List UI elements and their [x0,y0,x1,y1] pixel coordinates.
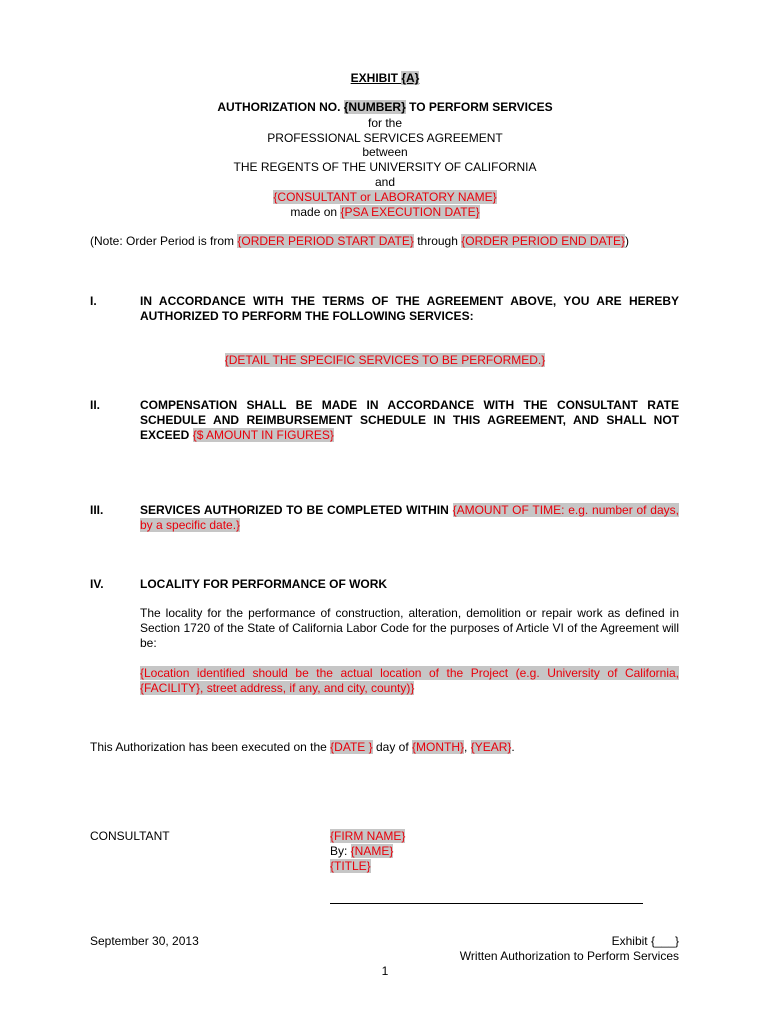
execution-sep: , [464,740,471,754]
auth-suffix: TO PERFORM SERVICES [405,100,553,114]
execution-suffix: . [511,740,515,754]
note-middle: through [413,234,462,248]
line-and: and [374,175,396,189]
section-1-detail [0,353,770,367]
section-1-text: IN ACCORDANCE WITH THE TERMS OF THE AGREEMENT ABOVE, YOU ARE HEREBY AUTHORIZED TO PERFORM THE FOLLOWING SERVICES: [140,294,679,323]
location-placeholder: {Location identified should be the actual location of the Project (e.g. University of California, {FACILITY}, street address, if any, and city, county)} [140,666,679,695]
amount-placeholder: {$ AMOUNT IN FIGURES} [192,428,334,442]
section-3-body: SERVICES AUTHORIZED TO BE COMPLETED WITHIN [140,503,453,517]
section-4-title: LOCALITY FOR PERFORMANCE OF WORK [140,577,388,591]
exec-year-placeholder: {YEAR} [470,740,512,754]
execution-prefix: This Authorization has been executed on the [90,740,331,754]
exhibit-placeholder: {A} [401,71,420,85]
footer-exhibit-label: Exhibit {___} [611,934,679,948]
authorization-title [0,100,770,114]
by-line [330,844,393,858]
exhibit-title [0,71,770,85]
order-start-placeholder: {ORDER PERIOD START DATE} [237,234,414,248]
order-end-placeholder: {ORDER PERIOD END DATE} [461,234,626,248]
footer-date: September 30, 2013 [90,934,199,948]
section-3-number: III. [90,503,104,517]
consultant-line [0,190,770,204]
title-line [330,859,371,873]
section-2-text [140,398,679,443]
by-label: By: [330,844,351,858]
note-prefix: (Note: Order Period is from [90,234,238,248]
page-number: 1 [381,964,389,978]
section-4-location [140,666,679,696]
line-for-the: for the [367,116,403,130]
consultant-label: CONSULTANT [90,829,170,843]
exec-date-placeholder: {DATE } [330,740,373,754]
time-placeholder: {AMOUNT OF TIME: e.g. number of days, by a specific date.} [140,503,679,532]
made-on-line [0,205,770,219]
services-placeholder: {DETAIL THE SPECIFIC SERVICES TO BE PERFORMED.} [224,353,546,367]
psa-date-placeholder: {PSA EXECUTION DATE} [340,205,480,219]
line-regents: THE REGENTS OF THE UNIVERSITY OF CALIFORNIA [233,160,537,174]
signature-rule [330,903,643,904]
order-period-note [90,234,629,248]
section-2-body: COMPENSATION SHALL BE MADE IN ACCORDANCE WITH THE CONSULTANT RATE SCHEDULE AND REIMBURSEMENT SCHEDULE IN THIS AGREEMENT, AND SHALL NOT EXCEED [140,398,679,442]
line-agreement: PROFESSIONAL SERVICES AGREEMENT [267,131,503,145]
execution-middle: day of [372,740,412,754]
exec-month-placeholder: {MONTH} [412,740,465,754]
made-on-prefix: made on [290,205,341,219]
consultant-placeholder: {CONSULTANT or LABORATORY NAME} [273,190,497,204]
section-1-number: I. [90,294,97,308]
section-4-body: The locality for the performance of construction, alteration, demolition or repair work as defined in Section 1720 of the State of California Labor Code for the purposes of Article VI of the Agreement will be: [140,606,679,650]
section-2-number: II. [90,398,101,412]
note-suffix: ) [625,234,630,248]
auth-prefix: AUTHORIZATION NO. [217,100,344,114]
exhibit-prefix: EXHIBIT [350,71,402,85]
footer-doc-title: Written Authorization to Perform Services [459,949,679,963]
firm-placeholder: {FIRM NAME} [330,829,406,843]
execution-line [90,740,515,754]
auth-number-placeholder: {NUMBER} [343,100,406,114]
section-3-text [140,503,679,533]
line-between: between [362,145,408,159]
section-4-number: IV. [90,577,104,591]
name-placeholder: {NAME} [350,844,394,858]
firm-line [330,829,405,843]
title-placeholder: {TITLE} [330,859,371,873]
